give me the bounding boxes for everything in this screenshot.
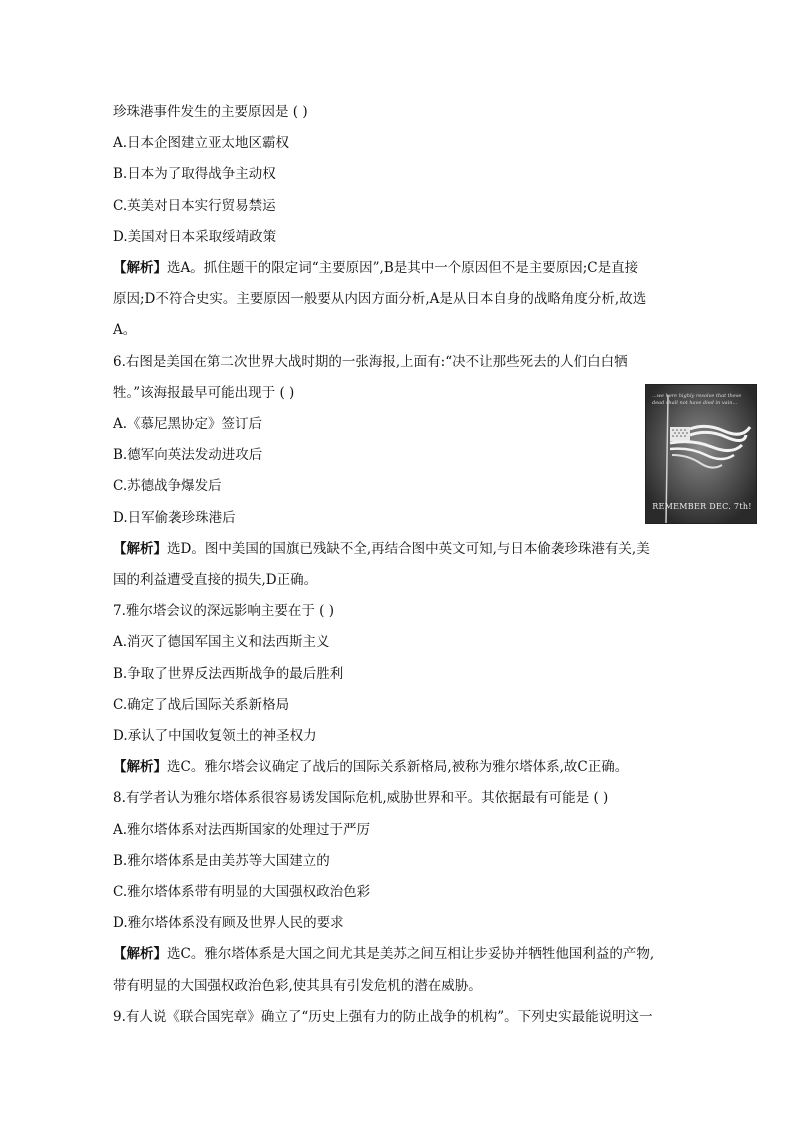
line-26 [113,913,344,933]
line-text: A.《慕尼黑协定》签订后 [113,416,263,432]
line-text: A.雅尔塔体系对法西斯国家的处理过于严厉 [113,822,371,838]
line-16 [113,601,334,621]
line-7 [113,320,136,340]
line-9 [113,383,294,403]
line-text: 选D。图中美国的国旗已残缺不全,再结合图中英文可知,与日本偷袭珍珠港有关,美 [167,541,650,557]
line-25 [113,882,370,902]
line-text: B.争取了世界反法西斯战争的最后胜利 [113,666,344,682]
line-21 [113,757,628,777]
line-text: 选C。雅尔塔体系是大国之间尤其是美苏之间互相让步妥协并牺牲他国利益的产物, [167,946,655,962]
line-4 [113,227,276,247]
line-text: A。 [113,322,137,338]
line-text: B.日本为了取得战争主动权 [113,166,276,182]
line-text: 6.右图是美国在第二次世界大战时期的一张海报,上面有:“决不让那些死去的人们白白牺 [113,354,628,370]
line-17 [113,632,330,652]
line-29 [113,1007,653,1027]
line-text: 原因;D不符合史实。主要原因一般要从内因方面分析,A是从日本自身的战略角度分析,故选 [113,291,647,307]
line-11 [113,445,262,465]
analysis-label: 【解析】 [113,260,167,276]
line-text: 带有明显的大国强权政治色彩,使其具有引发危机的潜在威胁。 [113,978,482,994]
analysis-label: 【解析】 [113,946,167,962]
line-27 [113,944,654,964]
line-18 [113,664,343,684]
line-2 [113,164,276,184]
line-text: C.雅尔塔体系带有明显的大国强权政治色彩 [113,884,371,900]
line-28 [113,976,482,996]
analysis-label: 【解析】 [113,541,167,557]
line-23 [113,820,370,840]
line-6 [113,289,646,309]
line-text: D.承认了中国收复领土的神圣权力 [113,728,317,744]
line-0 [113,102,308,122]
line-text: C.英美对日本实行贸易禁运 [113,198,276,214]
analysis-label: 【解析】 [113,759,167,775]
wwii-poster-image [645,384,757,524]
line-12 [113,476,222,496]
line-text: 珍珠港事件发生的主要原因是 ( ) [113,104,308,120]
line-13 [113,508,236,528]
line-text: D.雅尔塔体系没有顾及世界人民的要求 [113,915,344,931]
line-20 [113,726,317,746]
line-19 [113,695,289,715]
line-text: C.确定了战后国际关系新格局 [113,697,290,713]
poster-quote: ...we here highly resolve that these dead shall not have died in vain... [652,393,742,406]
line-text: A.日本企图建立亚太地区霸权 [113,135,290,151]
line-text: D.日军偷袭珍珠港后 [113,510,236,526]
line-10 [113,414,262,434]
line-text: 8.有学者认为雅尔塔体系很容易诱发国际危机,威胁世界和平。其依据最有可能是 ( ) [113,790,609,806]
line-5 [113,258,638,278]
line-text: 牲。”该海报最早可能出现于 ( ) [113,385,295,401]
poster-slogan: REMEMBER DEC. 7th! [652,502,752,511]
line-1 [113,133,289,153]
line-text: 国的利益遭受直接的损失,D正确。 [113,572,318,588]
line-text: B.德军向英法发动进攻后 [113,447,263,463]
line-text: C.苏德战争爆发后 [113,478,222,494]
line-text: A.消灭了德国军国主义和法西斯主义 [113,634,330,650]
line-24 [113,851,330,871]
line-text: 9.有人说《联合国宪章》确立了“历史上强有力的防止战争的机构”。下列史实最能说明这一 [113,1009,653,1025]
line-text: D.美国对日本采取绥靖政策 [113,229,277,245]
line-14 [113,539,650,559]
line-text: 7.雅尔塔会议的深远影响主要在于 ( ) [113,603,334,619]
line-text: 选C。雅尔塔会议确定了战后的国际关系新格局,被称为雅尔塔体系,故C正确。 [167,759,629,775]
line-text: B.雅尔塔体系是由美苏等大国建立的 [113,853,330,869]
line-3 [113,196,276,216]
line-22 [113,788,608,808]
line-text: 选A。抓住题干的限定词“主要原因”,B是其中一个原因但不是主要原因;C是直接 [167,260,639,276]
line-15 [113,570,317,590]
line-8 [113,352,628,372]
